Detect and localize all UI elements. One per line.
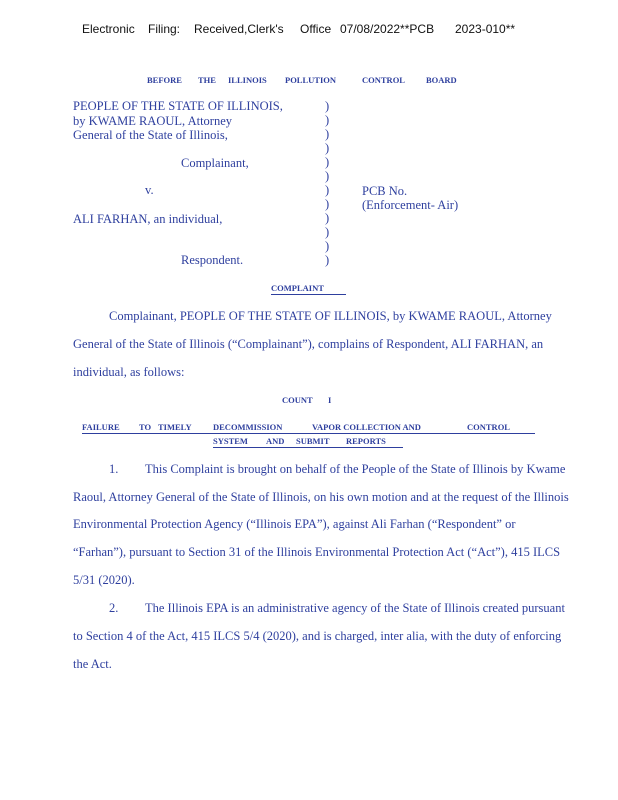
header-filing: Filing: <box>148 22 181 36</box>
count-title-word: CONTROL <box>467 422 510 432</box>
intro-line: General of the State of Illinois (“Complainant”), complains of Respondent, ALI FARHAN, an <box>73 337 544 351</box>
board-title-word: POLLUTION <box>285 75 337 85</box>
header-date-case: 07/08/2022**PCB <box>340 22 435 36</box>
paragraph-line: This Complaint is brought on behalf of the People of the State of Illinois by Kwame <box>145 462 566 476</box>
intro-line: individual, as follows: <box>73 365 185 379</box>
header-electronic: Electronic <box>82 22 135 36</box>
paragraph-line: Environmental Protection Agency (“Illinois EPA”), against Ali Farhan (“Respondent” or <box>73 517 516 531</box>
versus-label: v. <box>145 183 154 197</box>
complainant-label: Complainant, <box>181 156 249 170</box>
plaintiff-line: by KWAME RAOUL, Attorney <box>73 114 233 128</box>
count-title-word: TIMELY <box>158 422 192 432</box>
count-title-word: VAPOR COLLECTION AND <box>312 422 421 432</box>
caption-paren: ) <box>325 155 330 169</box>
header-number: 2023-010** <box>455 22 516 36</box>
caption-paren: ) <box>325 99 330 113</box>
caption-paren: ) <box>325 113 330 127</box>
enforcement-label: (Enforcement- Air) <box>362 198 459 212</box>
caption-paren: ) <box>325 127 330 141</box>
board-title-word: BEFORE <box>147 75 182 85</box>
count-title-word: SYSTEM <box>213 436 248 446</box>
count-title-word: TO <box>139 422 152 432</box>
paragraph-line: the Act. <box>73 657 112 671</box>
header-received: Received,Clerk's <box>194 22 284 36</box>
paragraph-number: 1. <box>109 462 119 476</box>
caption-paren: ) <box>325 239 330 253</box>
board-title-word: CONTROL <box>362 75 405 85</box>
board-title-word: BOARD <box>426 75 457 85</box>
count-title-word: DECOMMISSION <box>213 422 283 432</box>
paragraph-line: Raoul, Attorney General of the State of Illinois, on his own motion and at the request of the Illinois <box>73 490 569 504</box>
caption-paren: ) <box>325 197 330 211</box>
plaintiff-line: General of the State of Illinois, <box>73 128 228 142</box>
defendant-line: ALI FARHAN, an individual, <box>73 212 223 226</box>
complaint-heading: COMPLAINT <box>271 283 324 293</box>
caption-paren: ) <box>325 253 330 267</box>
caption-paren: ) <box>325 141 330 155</box>
paragraph-line: The Illinois EPA is an administrative agency of the State of Illinois created pursuant <box>145 601 565 615</box>
caption-paren: ) <box>325 169 330 183</box>
count-title-underline <box>213 447 403 448</box>
count-title-word: SUBMIT <box>296 436 330 446</box>
paragraph-line: 5/31 (2020). <box>73 573 135 587</box>
header-office: Office <box>300 22 332 36</box>
complaint-heading-underline <box>271 294 346 295</box>
count-number: I <box>328 395 332 405</box>
count-title-word: REPORTS <box>346 436 386 446</box>
board-title-word: ILLINOIS <box>228 75 267 85</box>
count-label: COUNT <box>282 395 313 405</box>
intro-line: Complainant, PEOPLE OF THE STATE OF ILLINOIS, by KWAME RAOUL, Attorney <box>109 309 552 323</box>
respondent-label: Respondent. <box>181 253 244 267</box>
count-title-word: AND <box>266 436 285 446</box>
plaintiff-line: PEOPLE OF THE STATE OF ILLINOIS, <box>73 99 283 113</box>
pcb-number-label: PCB No. <box>362 184 408 198</box>
count-title-underline <box>82 433 535 434</box>
caption-paren: ) <box>325 225 330 239</box>
caption-paren: ) <box>325 183 330 197</box>
caption-paren: ) <box>325 211 330 225</box>
count-title-word: FAILURE <box>82 422 120 432</box>
board-title-word: THE <box>198 75 216 85</box>
paragraph-line: “Farhan”), pursuant to Section 31 of the Illinois Environmental Protection Act (“Act”), 415 ILCS <box>73 545 561 559</box>
paragraph-number: 2. <box>109 601 119 615</box>
paragraph-line: to Section 4 of the Act, 415 ILCS 5/4 (2020), and is charged, inter alia, with the duty of enforcing <box>73 629 562 643</box>
